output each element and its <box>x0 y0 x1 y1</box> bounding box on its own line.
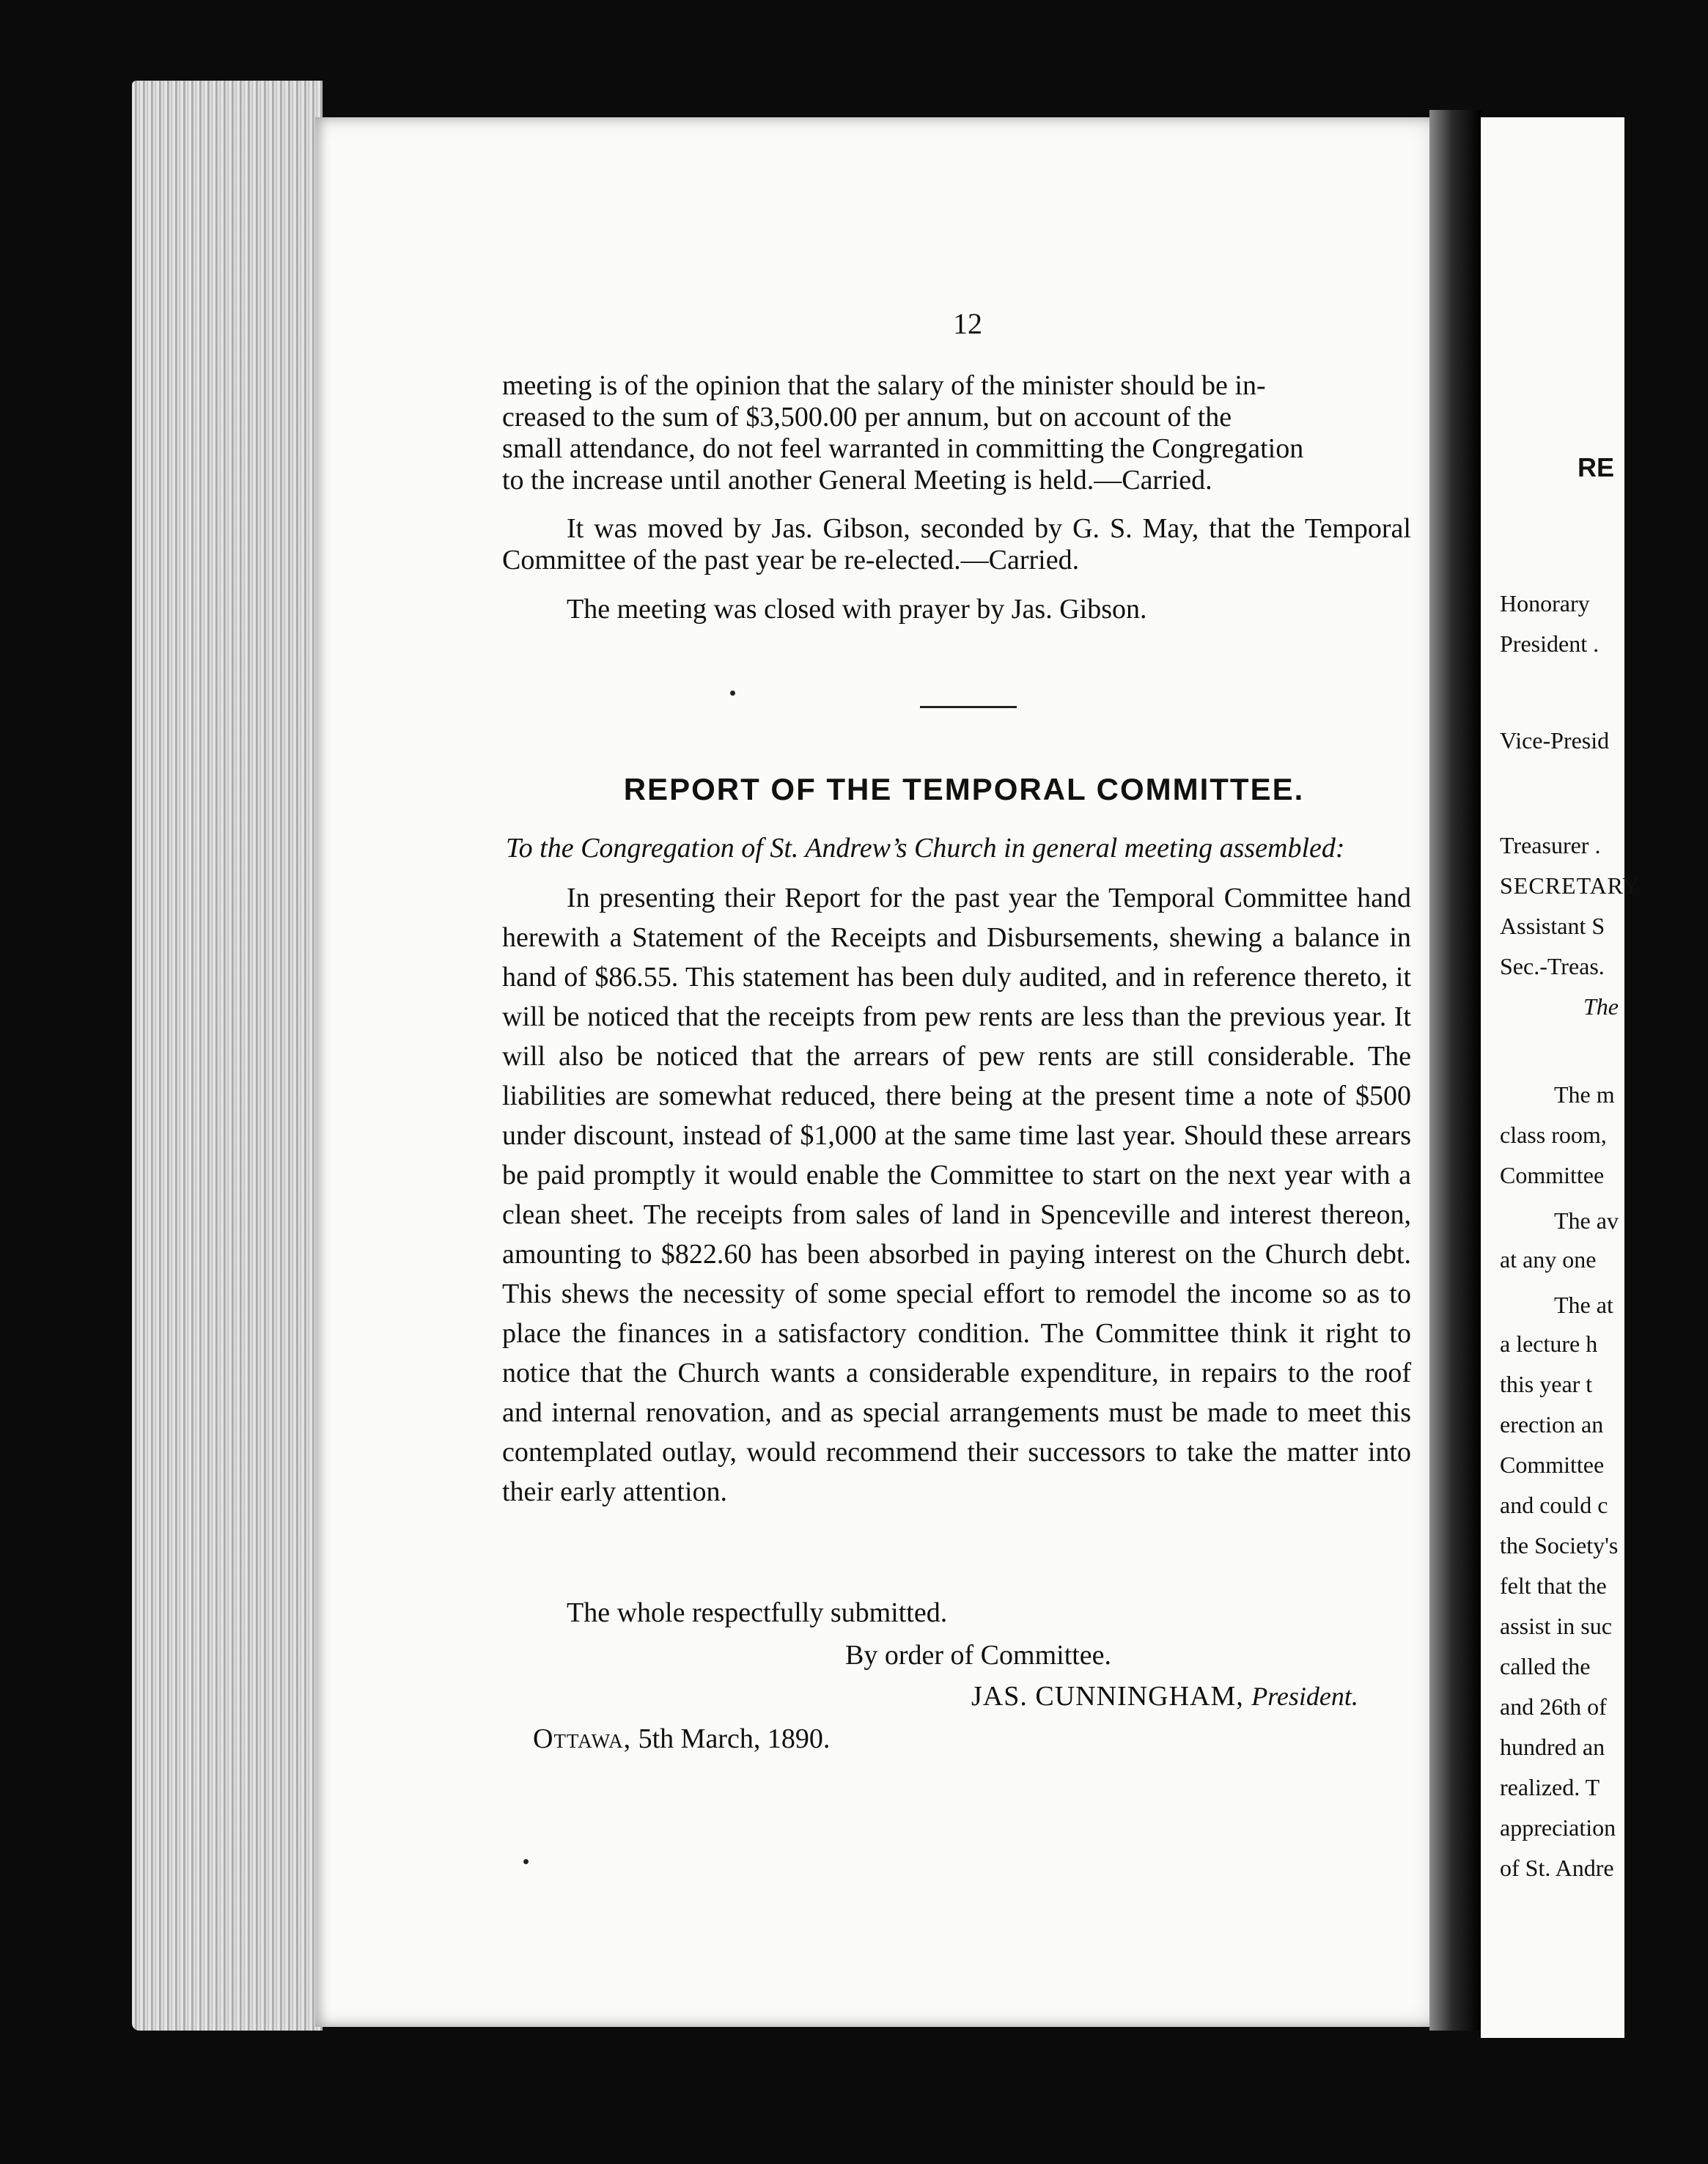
right-page-line: The <box>1583 993 1619 1020</box>
date-line <box>533 1723 830 1755</box>
book-page-edges <box>132 81 323 2031</box>
text-line: to the increase until another General Meeting is held.—Carried. <box>502 465 1212 496</box>
closing-statement: The whole respectfully submitted. <box>567 1597 948 1628</box>
signoff-order: By order of Committee. <box>845 1640 1112 1671</box>
book-gutter <box>1429 110 1481 2031</box>
right-page-line: and 26th of <box>1500 1693 1607 1720</box>
right-page-line: Treasurer . <box>1500 832 1601 858</box>
paragraph-text: The meeting was closed with prayer by Jas. Gibson. <box>567 594 1147 625</box>
print-speck <box>523 1859 529 1864</box>
right-page-line: a lecture h <box>1500 1331 1598 1357</box>
right-page-line: The at <box>1554 1292 1613 1318</box>
right-page-line: this year t <box>1500 1371 1593 1397</box>
right-page-line: of St. Andre <box>1500 1855 1614 1881</box>
print-speck <box>730 691 735 696</box>
paragraph-text: In presenting their Report for the past year the Temporal Committee hand herewith a Statement of the Receipts and Disbursements, shewing a balance in hand of $86.55. This statement has been duly audited, and in reference thereto, it will be noticed that the receipts from pew rents are less than the previous year. It will also be noticed that the arrears of pew rents are still considerable. The liabilities are somewhat reduced, there being at the present time a note of $500 under discount, instead of $1,000 at the same time last year. Should these arrears be paid promptly it would enable the Committee to start on the next year with a clean sheet. The receipts from sales of land in Spenceville and interest thereon, amounting to $822.60 has been absorbed in paying interest on the Church debt. This shews the necessity of some special effort to remodel the income so as to place the finances in a satisfactory condition. The Committee think it right to notice that the Church wants a considerable expenditure, in repairs to the roof and internal renovation, and as special arrangements must be made to meet this contemplated outlay, would recommend their successors to take the matter into their early attention. <box>502 883 1411 1507</box>
right-page-line: hundred an <box>1500 1734 1605 1760</box>
president-title: President. <box>1251 1682 1358 1711</box>
report-title: REPORT OF THE TEMPORAL COMMITTEE. <box>623 772 1305 806</box>
minutes-paragraph-continued <box>502 370 1411 496</box>
section-divider <box>920 706 1017 708</box>
right-page-line: Assistant S <box>1500 913 1605 939</box>
right-page-line: Committee <box>1500 1451 1605 1478</box>
page-number: 12 <box>953 307 982 340</box>
right-page-line: appreciation <box>1500 1814 1616 1841</box>
paragraph-text: It was moved by Jas. Gibson, seconded by G. S. May, that the Temporal Committee of the past year be re-elected.—Carried. <box>502 513 1411 575</box>
right-page-line: President . <box>1500 630 1600 657</box>
right-page-line: Vice-Presid <box>1500 727 1610 754</box>
right-page-line: Honorary <box>1500 590 1590 617</box>
text-line: meeting is of the opinion that the salary of the minister should be in- <box>502 370 1266 401</box>
right-page-line: realized. T <box>1500 1774 1600 1800</box>
right-page-line: felt that the <box>1500 1572 1607 1599</box>
right-page-line: SECRETARY <box>1500 872 1641 899</box>
motion-paragraph <box>502 513 1411 576</box>
report-address: To the Congregation of St. Andrew’s Church in general meeting assembled: <box>506 833 1345 864</box>
right-page-line: erection an <box>1500 1411 1604 1438</box>
right-page-line: at any one <box>1500 1246 1597 1273</box>
right-page-line: and could c <box>1500 1492 1608 1518</box>
right-page-line: The av <box>1554 1207 1619 1234</box>
right-page-line: Committee <box>1500 1162 1605 1188</box>
report-body <box>502 878 1411 1512</box>
right-page-line: the Society's <box>1500 1532 1619 1558</box>
right-page-line: Sec.-Treas. <box>1500 953 1605 979</box>
president-name: JAS. CUNNINGHAM, <box>971 1681 1244 1712</box>
date-place: Ottawa, <box>533 1723 632 1754</box>
right-page-line: class room, <box>1500 1122 1607 1148</box>
date-text: 5th March, 1890. <box>631 1723 831 1754</box>
closing-prayer-paragraph <box>502 594 1411 625</box>
right-page-heading: RE <box>1578 452 1615 482</box>
right-page-line: The m <box>1554 1081 1615 1108</box>
text-line: creased to the sum of $3,500.00 per annum, but on account of the <box>502 402 1232 433</box>
text-line: small attendance, do not feel warranted in committing the Congregation <box>502 433 1304 464</box>
signoff-signature <box>971 1680 1358 1712</box>
right-page-line: called the <box>1500 1653 1591 1679</box>
right-page-line: assist in suc <box>1500 1613 1612 1639</box>
